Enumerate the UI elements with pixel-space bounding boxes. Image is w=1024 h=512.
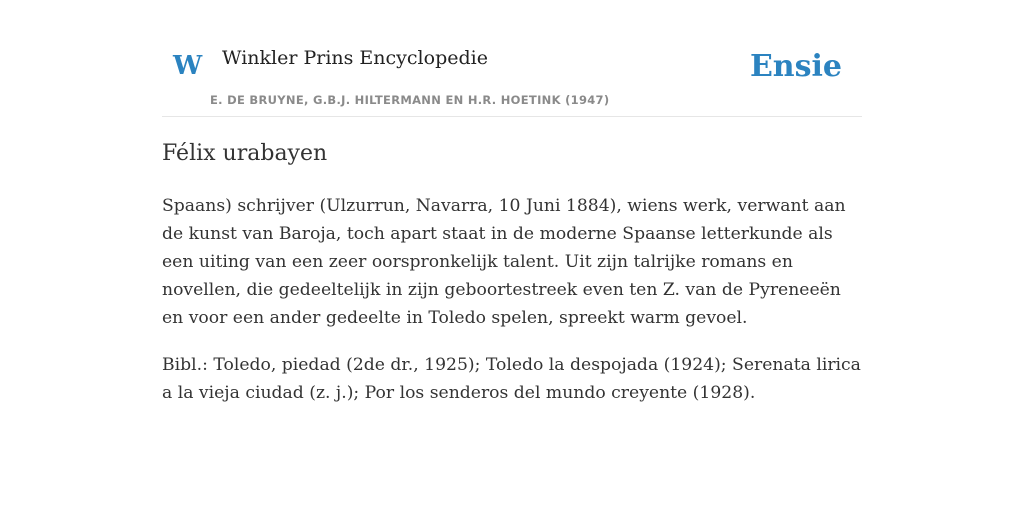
- encyclopedia-header: [162, 40, 862, 117]
- entry-body-paragraph: Spaans) schrijver (Ulzurrun, Navarra, 10 Juni 1884), wiens werk, verwant aan de kunst van Baroja, toch apart staat in de moderne Spaanse letterkunde als een uiting van een zeer oorspronkelijk talent. Uit zijn talrijke romans en novellen, die gedeeltelijk in zijn geboortestreek even ten Z. van de Pyreneeën en voor een ander gedeelte in Toledo spelen, spreekt warm gevoel.: [162, 196, 846, 328]
- ensie-brand-logo[interactable]: Ensie: [749, 49, 842, 84]
- entry-bibliography: Bibl.: Toledo, piedad (2de dr., 1925); Toledo la despojada (1924); Serenata lirica a la vieja ciudad (z. j.); Por los senderos del mundo creyente (1928).: [162, 355, 861, 403]
- entry-title: Félix urabayen: [162, 141, 328, 166]
- encyclopedia-authors: E. DE BRUYNE, G.B.J. HILTERMANN EN H.R. HOETINK (1947): [210, 93, 610, 107]
- encyclopedia-title: Winkler Prins Encyclopedie: [222, 47, 488, 69]
- entry-content: [162, 138, 862, 407]
- encyclopedia-logo[interactable]: W: [173, 51, 203, 81]
